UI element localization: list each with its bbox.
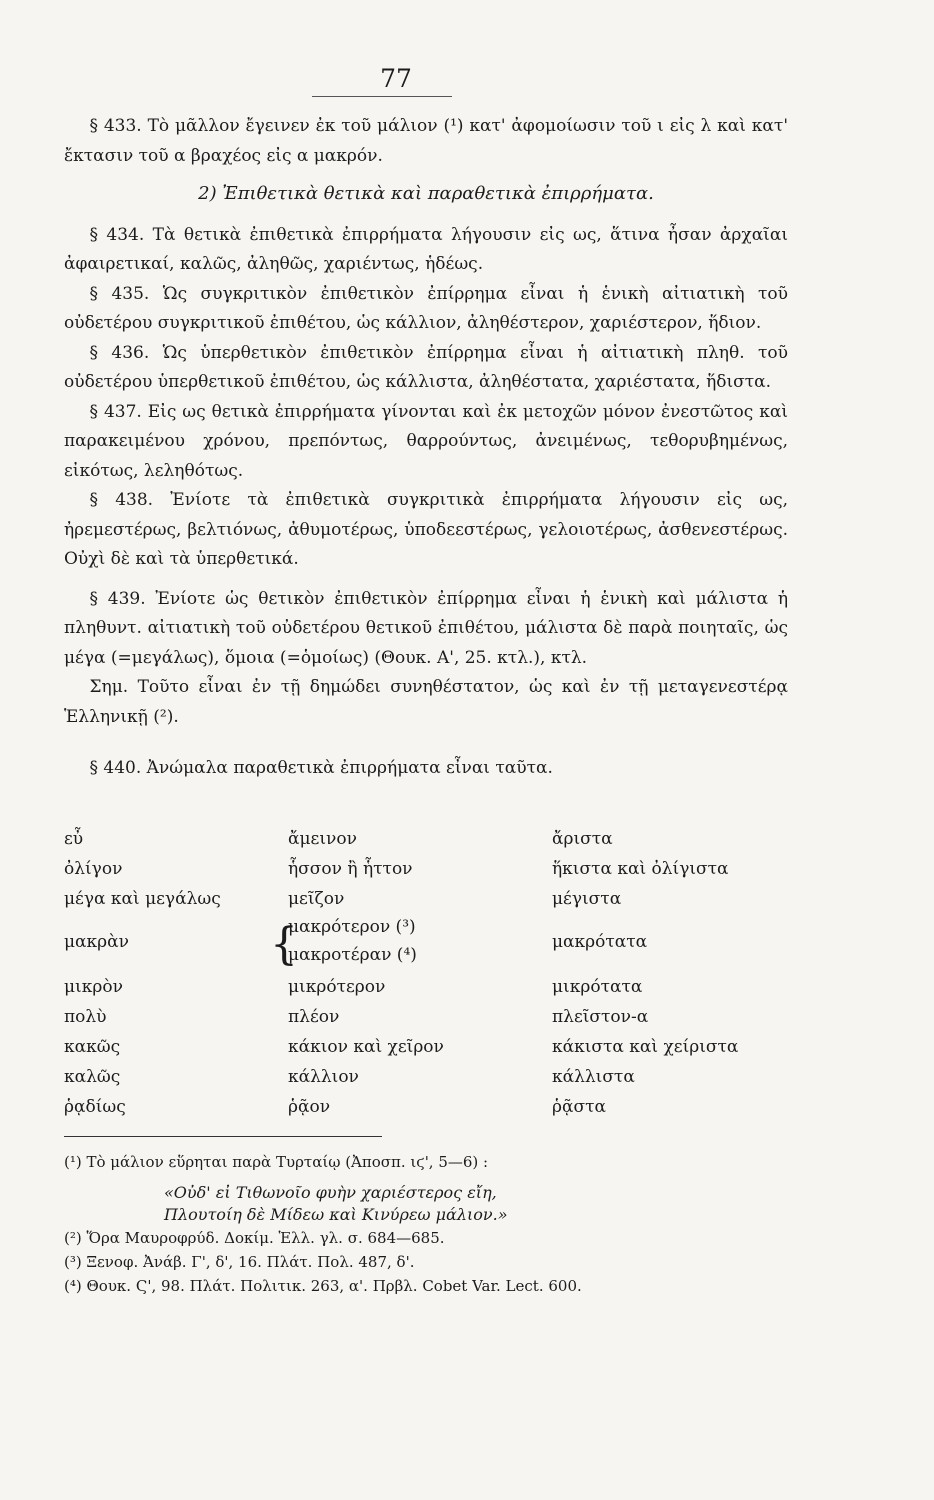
comparative-cell: μικρότερον [288,977,386,997]
brace-glyph: { [270,919,298,970]
paragraph-437: § 437. Εἰς ως θετικὰ ἐπιρρήματα γίνονται καὶ ἐκ μετοχῶν μόνον ἐνεστῶτος καὶ παρακειμένου χρόνου, πρεπόντως, θαρρούντως, ἀνειμένως, τεθορυβημένως, εἰκότως, λεληθότως. [64,401,788,481]
paragraph-436: § 436. Ὡς ὑπερθετικὸν ἐπιθετικὸν ἐπίρρημα εἶναι ἡ αἰτιατικὴ πληθ. τοῦ οὐδετέρου ὑπερθετικοῦ ἐπιθέτου, ὡς κάλλιστα, ἀληθέστατα, χαριέστατα, ἥδιστα. [64,342,788,392]
comparative-cell: πλέον [288,1007,340,1027]
footnote-divider [64,1136,382,1137]
paragraph-434: § 434. Τὰ θετικὰ ἐπιθετικὰ ἐπιρρήματα λήγουσιν εἰς ως, ἅτινα ἦσαν ἀρχαῖαι ἀφαιρετικαί, καλῶς, ἀληθῶς, χαριέντως, ἡδέως. [64,224,788,274]
irregular-adverbs-table [64,826,804,1124]
table-row [64,974,804,1004]
superlative-cell: ἥκιστα καὶ ὀλίγιστα [552,859,729,879]
positive-cell: μέγα καὶ μεγάλως [64,889,221,909]
page-number: 77 [380,64,412,93]
paragraph-439: § 439. Ἐνίοτε ὡς θετικὸν ἐπιθετικὸν ἐπίρρημα εἶναι ἡ ἑνικὴ καὶ μάλιστα ἡ πληθυντ. αἰτιατικὴ τοῦ οὐδετέρου θετικοῦ ἐπιθέτου, μάλιστα δὲ παρὰ ποιηταῖς, ὡς μέγα (=μεγάλως), ὅμοια (=ὁμοίως) (Θουκ. Α', 25. κτλ.), κτλ. [64,588,788,668]
table-row [64,826,804,856]
table-row [64,856,804,886]
superlative-cell: μακρότατα [552,932,648,952]
positive-cell: εὖ [64,829,84,849]
page-number-rule [312,96,452,97]
superlative-cell: μέγιστα [552,889,622,909]
section-heading-2: 2) Ἐπιθετικὰ θετικὰ καὶ παραθετικὰ ἐπιρρήματα. [198,183,654,204]
positive-cell: μακρὰν [64,932,129,952]
comparative-cell: ῥᾷον [288,1097,331,1117]
positive-cell: πολὺ [64,1007,107,1027]
paragraph-433: § 433. Τὸ μᾶλλον ἔγεινεν ἐκ τοῦ μάλιον (¹) κατ' ἀφομοίωσιν τοῦ ι εἰς λ καὶ κατ' ἔκτασιν τοῦ α βραχέος εἰς α μακρόν. [64,116,788,166]
paragraph-438: § 438. Ἐνίοτε τὰ ἐπιθετικὰ συγκριτικὰ ἐπιρρήματα λήγουσιν εἰς ως, ἠρεμεστέρως, βελτιόνως, ἀθυμοτέρως, ὑποδεεστέρως, γελοιοτέρως, ἀσθενεστέρως. Οὐχὶ δὲ καὶ τὰ ὑπερθετικά. [64,490,788,569]
superlative-cell: κάκιστα καὶ χείριστα [552,1037,739,1057]
comparative-cell: κάλλιον [288,1067,359,1087]
table-row [64,886,804,916]
positive-cell: καλῶς [64,1067,121,1087]
comparative-alt-cell: μακροτέραν (⁴) [288,945,417,965]
paragraph-435: § 435. Ὡς συγκριτικὸν ἐπιθετικὸν ἐπίρρημα εἶναι ἡ ἑνικὴ αἰτιατικὴ τοῦ οὐδετέρου συγκριτικοῦ ἐπιθέτου, ὡς κάλλιον, ἀληθέστερον, χαριέστερον, ἥδιον. [64,283,788,333]
positive-cell: ὀλίγον [64,859,123,879]
comparative-cell: κάκιον καὶ χεῖρον [288,1037,444,1057]
comparative-cell: ἄμεινον [288,829,357,849]
table-row [64,1094,804,1124]
table-row [64,916,804,974]
superlative-cell: μικρότατα [552,977,643,997]
superlative-cell: ῥᾷστα [552,1097,606,1117]
positive-cell: μικρὸν [64,977,123,997]
superlative-cell: πλεῖστον-α [552,1007,649,1027]
verse-line-2: Πλουτοίη δὲ Μίδεω καὶ Κινύρεω μάλιον.» [164,1205,508,1224]
verse-line-1: «Οὐδ' εἰ Τιθωνοῖο φυὴν χαριέστερος εἴη, [164,1183,497,1202]
note-paragraph: Σημ. Τοῦτο εἶναι ἐν τῇ δημώδει συνηθέστατον, ὡς καὶ ἐν τῇ μεταγενεστέρᾳ Ἑλληνικῇ (²). [64,677,788,727]
superlative-cell: ἄριστα [552,829,613,849]
footnote-4: (⁴) Θουκ. Ϛ', 98. Πλάτ. Πολιτικ. 263, α'. Πρβλ. Cobet Var. Lect. 600. [64,1277,582,1295]
superlative-cell: κάλλιστα [552,1067,635,1087]
table-row [64,1064,804,1094]
comparative-cell: μεῖζον [288,889,345,909]
body-text [64,112,788,794]
footnotes [64,1150,784,1298]
footnote-1: (¹) Τὸ μάλιον εὕρηται παρὰ Τυρταίῳ (Ἀποσπ. ιϛ', 5—6) : [64,1153,489,1171]
paragraph-440: § 440. Ἀνώμαλα παραθετικὰ ἐπιρρήματα εἶναι ταῦτα. [89,758,553,778]
positive-cell: κακῶς [64,1037,121,1057]
positive-cell: ῥᾳδίως [64,1097,126,1117]
comparative-cell: ἧσσον ἢ ἧττον [288,859,413,879]
table-row [64,1004,804,1034]
footnote-2: (²) Ὅρα Μαυροφρύδ. Δοκίμ. Ἑλλ. γλ. σ. 684—685. [64,1229,445,1247]
footnote-3: (³) Ξενοφ. Ἀνάβ. Γ', δ', 16. Πλάτ. Πολ. 487, δ'. [64,1253,415,1271]
comparative-cell: μακρότερον (³) [288,917,416,937]
table-row [64,1034,804,1064]
